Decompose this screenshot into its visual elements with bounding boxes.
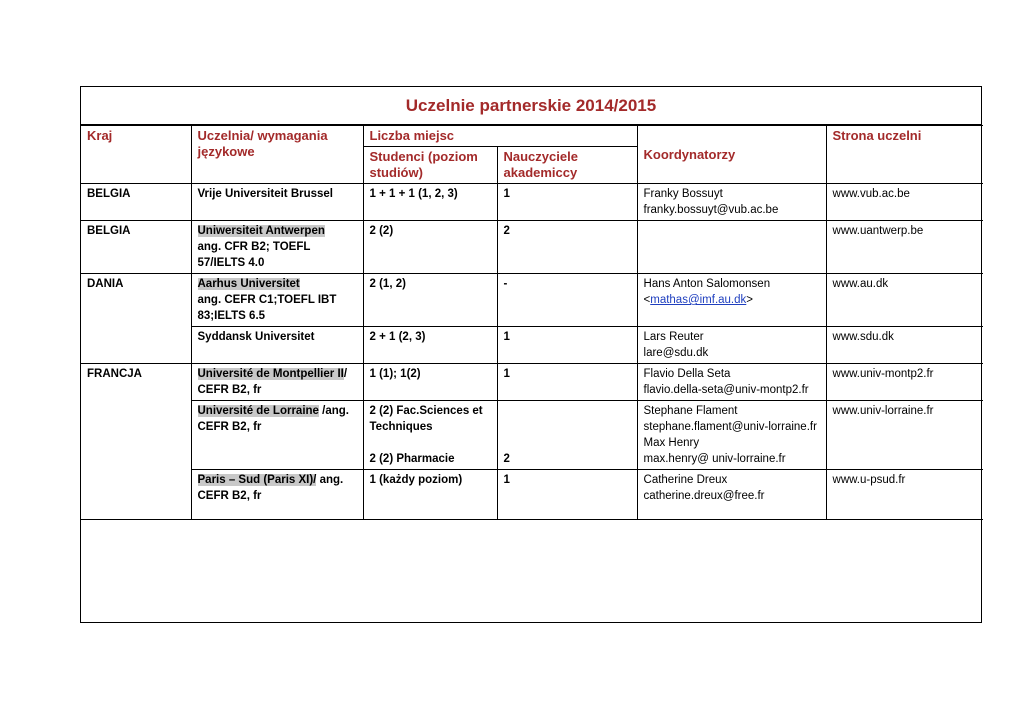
cell-country: BELGIA [81, 184, 191, 221]
university-name: Uniwersiteit Antwerpen [197, 225, 325, 237]
cell-students: 2 (1, 2) [363, 274, 497, 327]
cell-country: DANIA [81, 274, 191, 364]
cell-coordinator [637, 327, 826, 364]
partner-universities-table [81, 125, 983, 520]
coordinator-email: franky.bossuyt@vub.ac.be [643, 204, 779, 216]
coordinator-email-link[interactable]: mathas@imf.au.dk [650, 294, 747, 306]
cell-teachers: 1 [497, 364, 637, 401]
table-row [81, 470, 983, 520]
cell-website: www.uantwerp.be [826, 221, 983, 274]
cell-university [191, 221, 363, 274]
cell-coordinator [637, 401, 826, 470]
cell-coordinator [637, 184, 826, 221]
cell-university [191, 401, 363, 470]
teachers-count: 2 [503, 453, 510, 465]
cell-coordinator [637, 274, 826, 327]
language-requirements: /ang. CEFR B2, fr [197, 405, 349, 433]
cell-teachers: 1 [497, 184, 637, 221]
coordinator-name: Stephane Flament [643, 405, 738, 417]
cell-university [191, 470, 363, 520]
table-header-row [81, 126, 983, 147]
cell-students: 2 + 1 (2, 3) [363, 327, 497, 364]
cell-teachers: 1 [497, 470, 637, 520]
cell-country: BELGIA [81, 221, 191, 274]
email-bracket-close: > [746, 294, 753, 306]
coordinator-email: flavio.della-seta@univ-montp2.fr [643, 384, 809, 396]
coordinator-name: Lars Reuter [643, 331, 704, 343]
header-liczba-miejsc: Liczba miejsc [363, 126, 637, 147]
coordinator-name: Flavio Della Seta [643, 368, 731, 380]
cell-students: 1 (każdy poziom) [363, 470, 497, 520]
cell-coordinator [637, 364, 826, 401]
cell-students: 1 + 1 + 1 (1, 2, 3) [363, 184, 497, 221]
language-requirements: ang. CEFR C1;TOEFL IBT 83;IELTS 6.5 [197, 294, 337, 322]
document-title [81, 87, 981, 125]
coordinator-name: Franky Bossuyt [643, 188, 723, 200]
table-row [81, 401, 983, 470]
cell-website: www.univ-montp2.fr [826, 364, 983, 401]
table-row [81, 184, 983, 221]
document-page [80, 86, 982, 623]
cell-website: www.u-psud.fr [826, 470, 983, 520]
header-koordynatorzy: Koordynatorzy [637, 126, 826, 184]
language-requirements: ang. CEFR B2, fr [197, 474, 344, 502]
cell-website: www.univ-lorraine.fr [826, 401, 983, 470]
university-name: Syddansk Universitet [197, 331, 315, 343]
university-name: Vrije Universiteit Brussel [197, 188, 334, 200]
cell-website: www.vub.ac.be [826, 184, 983, 221]
university-name: Aarhus Universitet [197, 278, 300, 290]
email-bracket-open: < [643, 294, 651, 306]
cell-coordinator [637, 470, 826, 520]
header-nauczyciele: Nauczyciele akademiccy [497, 147, 637, 184]
header-studenci: Studenci (poziom studiów) [363, 147, 497, 184]
cell-university [191, 184, 363, 221]
table-row [81, 364, 983, 401]
coordinator-name: Hans Anton Salomonsen [643, 278, 771, 290]
language-requirements: ang. CFR B2; TOEFL 57/IELTS 4.0 [197, 241, 311, 269]
table-row [81, 221, 983, 274]
coordinator-email-line [644, 292, 820, 308]
cell-teachers: - [497, 274, 637, 327]
header-kraj: Kraj [81, 126, 191, 184]
students-faculty-sciences: 2 (2) Fac.Sciences et Techniques [369, 405, 483, 433]
header-uczelnia: Uczelnia/ wymagania językowe [191, 126, 363, 184]
cell-students: 2 (2) [363, 221, 497, 274]
cell-teachers [497, 401, 637, 470]
header-strona: Strona uczelni [826, 126, 983, 184]
cell-university [191, 327, 363, 364]
cell-website: www.sdu.dk [826, 327, 983, 364]
cell-university [191, 274, 363, 327]
students-pharmacie: 2 (2) Pharmacie [369, 453, 455, 465]
cell-coordinator [637, 221, 826, 274]
cell-students: 1 (1); 1(2) [363, 364, 497, 401]
cell-students [363, 401, 497, 470]
language-requirements: / CEFR B2, fr [197, 368, 348, 396]
coordinator-2-email: max.henry@ univ-lorraine.fr [643, 453, 786, 465]
university-name: Paris – Sud (Paris XI)/ [197, 474, 317, 486]
university-name: Université de Lorraine [197, 405, 319, 417]
cell-teachers: 2 [497, 221, 637, 274]
coordinator-name: Catherine Dreux [643, 474, 728, 486]
coordinator-email: catherine.dreux@free.fr [643, 490, 765, 502]
title-text: Uczelnie partnerskie 2014/2015 [405, 95, 657, 115]
coordinator-email: stephane.flament@univ-lorraine.fr [643, 421, 817, 433]
table-row [81, 274, 983, 327]
university-name: Université de Montpellier II [197, 368, 344, 380]
coordinator-2-name: Max Henry [643, 437, 700, 449]
cell-teachers: 1 [497, 327, 637, 364]
cell-website: www.au.dk [826, 274, 983, 327]
coordinator-email: lare@sdu.dk [643, 347, 709, 359]
cell-university [191, 364, 363, 401]
table-row [81, 327, 983, 364]
cell-country: FRANCJA [81, 364, 191, 520]
